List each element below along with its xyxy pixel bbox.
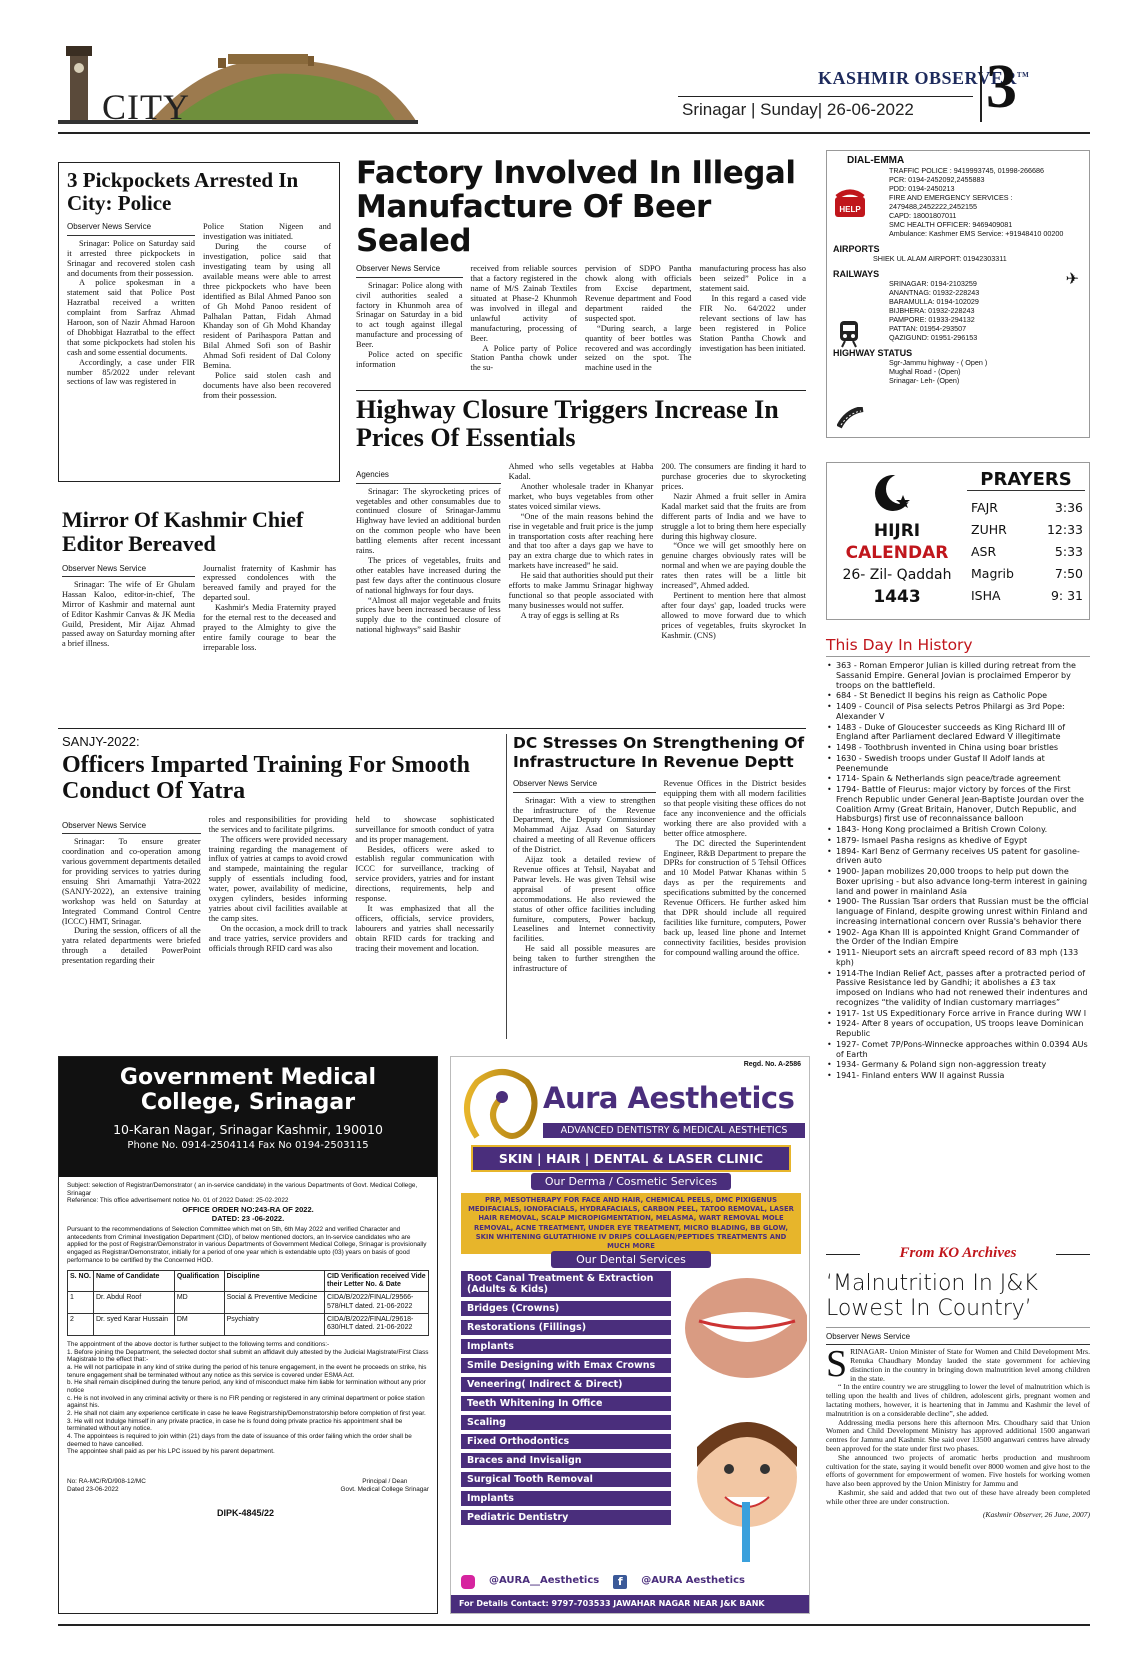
article-column [355, 815, 494, 966]
article-column [209, 815, 348, 966]
article-paragraph: The prices of vegetables, fruits and other eatables have increased during the past few days after the continuous closure of national highways for four days. [356, 555, 501, 595]
railway-item: SRINAGAR: 0194-2103259 [889, 279, 977, 288]
bullet-icon: • [827, 702, 832, 711]
history-item: • 1917- 1st US Expeditionary Force arrive in France during WW I [827, 1008, 1087, 1018]
prayer-time: 5:33 [1054, 544, 1083, 559]
article-paragraph: Accordingly, a case under FIR number 85/2022 under relevant sections of law was registered in [67, 357, 195, 387]
article-byline: Observer News Service [62, 564, 195, 577]
prayer-name: ZUHR [971, 522, 1007, 537]
history-item: • 1900- Japan mobilizes 20,000 troops to help put down the Boxer uprising - but also advance long-term interest in gaining land and power in mainland Asia [827, 867, 1088, 896]
bullet-icon: • [827, 927, 832, 937]
ko-archives [826, 1245, 1090, 1615]
article-paragraph: Police said stolen cash and documents have also been recovered from their possession. [203, 370, 331, 400]
article-columns [62, 564, 336, 653]
dental-service-item: Pediatric Dentistry [461, 1510, 671, 1525]
train-icon [837, 319, 861, 349]
highway-item: Mughal Road - (Open) [889, 367, 961, 376]
gmc-no: No: RA-MC/R/D/908-12/MC [67, 1478, 146, 1486]
emergency-item: Ambulance: Kashmer EMS Service: +91948410 00200 [889, 229, 1064, 238]
crescent-star-icon [871, 471, 921, 515]
article-paragraph: In this regard a cased vide FIR No. 64/2022 under relevant sections of law has been registered in Police Station Pantha Chowk and investigation has been initiated. [699, 294, 806, 353]
masthead [58, 46, 1090, 128]
table-header: Qualification [174, 1270, 224, 1292]
instagram-icon [461, 1575, 475, 1589]
history-item: • 1902- Aga Khan III is appointed Knight Grand Commander of the Order of the Indian Empire [827, 927, 1080, 947]
article-paragraph: On the occasion, a mock drill to track and trace yatries, service providers and officials through RFID card was also [208, 923, 348, 953]
prayer-row [971, 563, 1083, 585]
history-item: • 1894- Karl Benz of Germany receives US patent for gasoline-driven auto [827, 846, 1080, 866]
table-cell: 1 [68, 1292, 94, 1314]
article-columns [356, 462, 806, 640]
aura-dental-list [461, 1271, 671, 1529]
dental-service-item: Scaling [461, 1415, 671, 1430]
aura-aesthetics-advertisement [450, 1056, 810, 1614]
article-paragraph: held to showcase sophisticated surveillance for smooth conduct of yatra and its proper management. [355, 814, 495, 844]
history-item: • 1630 - Swedish troops under Gustaf II Adolf lands at Peenemunde [827, 753, 1045, 773]
article-byline: Observer News Service [67, 222, 195, 235]
aura-regd: Regd. No. A-2586 [743, 1061, 801, 1068]
article-paragraph: roles and responsibilities for providing the services and to facilitate pilgrims. [208, 814, 348, 834]
article-paragraph: Nazir Ahmed a fruit seller in Amira Kadal market said that the fruits are from different parts of India and we have to struggle a lot to bring them here especially during this highway closure. [661, 491, 807, 541]
article-paragraph: A police spokesman in a statement said that Police Post Hazratbal received a written complaint from Sarfraz Ahmad Haroon, son of Nazir Ahmad Haroon of Dhobbigat Hazratbal to the effect that some pickpockets had stolen his cash and some essential documents. [67, 278, 195, 357]
article-yatra-training [58, 734, 498, 1039]
hijri-date: 26- Zil- Qaddah [842, 567, 952, 583]
gmc-phone: Phone No. 0914-2504114 Fax No 0194-2503115 [127, 1139, 369, 1151]
article-column [513, 779, 656, 974]
dental-service-item: Restorations (Fillings) [461, 1320, 671, 1335]
article-paragraph: During the session, officers of all the yatra related departments were briefed through a detailed PowerPoint presentation regarding their [62, 926, 201, 966]
road-icon [837, 407, 865, 429]
bullet-icon: • [827, 968, 832, 978]
divider [356, 390, 806, 391]
table-cell: CIDA/B/2022/FINAL/29566-578/HLT dated. 21-06-2022 [325, 1292, 429, 1314]
history-item: • 1714- Spain & Netherlands sign peace/trade agreement [827, 774, 1061, 784]
article-paragraph: “Almost all major vegetable and fruits prices have been increased because of less supply due to the continued closure of national highways” said Bashir [356, 595, 501, 635]
gmc-subject: Subject: selection of Registrar/Demonstrator ( an in-service candidate) in the various Departments of Govt. Medical College, Srinagar [67, 1182, 418, 1197]
brand-name: KASHMIR OBSERVER [818, 68, 1017, 88]
history-item: • 1483 - Duke of Gloucester succeeds as King Richard III of England after Parliament declared Edward V illegitimate [827, 722, 1066, 742]
aura-derma-title: Our Derma / Cosmetic Services [531, 1173, 731, 1190]
article-byline: Observer News Service [513, 779, 656, 792]
hijri-year: 1443 [873, 587, 921, 607]
article-paragraph: Another wholesale trader in Khanyar market, who buys vegetables from other states voiced similar views. [508, 481, 654, 511]
article-column [203, 222, 331, 400]
article-paragraph: received from reliable sources that a factory registered in the name of M/S Zainab Textiles situated at Phase-2 Khunmoh was involved in illegal and unlawful activity of manufacturing, processing of Beer. [470, 264, 577, 343]
telephone-help-icon [833, 189, 867, 219]
hijri-prayers-box [826, 462, 1090, 620]
gmc-body [59, 1177, 437, 1523]
article-title: Highway Closure Triggers Increase In Prices Of Essentials [356, 395, 779, 453]
article-column [700, 264, 807, 373]
article-columns [62, 815, 494, 966]
gmc-term: a. He will not participate in any kind of strike during the period of his tenure engagement, in the event he proceeds on strike, his tenure engagement shall be terminated without any notice as this service is covered under ESMA Act. [67, 1363, 427, 1379]
table-row [68, 1292, 429, 1314]
railway-item: BIJBHERA: 01932-228243 [889, 306, 975, 315]
article-column [203, 564, 336, 653]
gmc-term: The appointee shall paid as per his LPC issued by his parent department. [67, 1448, 275, 1456]
gmc-title: Government Medical College, Srinagar [119, 1065, 377, 1116]
article-paragraph: Pertinent to mention here that almost after four days' gap, loaded trucks were allowed to move forward due to which prices of vegetables, fruits skyrocket In Kashmir. (CNS) [661, 590, 807, 640]
highway-item: Sgr-Jammu highway - ( Open ) [889, 358, 988, 367]
article-paragraph: Srinagar: To ensure greater coordination and co-operation among various government departments detailed for providing services to yatries during ensuing Shri Amarnathji Yatra-2022 (SANJY-2022), an extensive training workshop was held on Saturday at Integrated Command Control Centre (ICCC) HMT, Srinagar. [62, 837, 201, 926]
article-paragraph: manufacturing process has also been seized” Police in a statement said. [699, 264, 806, 294]
archives-label: From KO Archives [899, 1245, 1017, 1261]
dental-service-item: Fixed Orthodontics [461, 1434, 671, 1449]
table-cell: 2 [68, 1314, 94, 1336]
gmc-paragraph: Pursuant to the recommendations of Selection Committee which met on 5th, 6th May 2022 and verified Character and antecedents from Criminal Investigation Department (CID), of below mentioned doctors, an In-service candidates who are applied for the post of Registrar/Demonstrator in various Departments of Government Medical College, Srinagar is provisionally engaged as Registrar/Demonstrator, initially for a period of one year which is extendable upto (03) years on basis of good performance to be certified by the Concerned HOD. [67, 1226, 427, 1264]
bullet-icon: • [827, 743, 832, 752]
bullet-icon: • [827, 785, 832, 794]
history-item: • 684 - St Benedict II begins his reign as Catholic Pope [827, 691, 1048, 701]
bullet-icon: • [827, 1039, 832, 1049]
prayer-row [971, 519, 1083, 541]
archives-title: ‘Malnutrition In J&K Lowest In Country’ [826, 1272, 1090, 1328]
history-item: • 1914-The Indian Relief Act, passes after a protracted period of Passive Resistance led by Gandhi; it abolishes a £3 tax imposed on Indians who had not renewed their indentures and recognizes “the validity of Indian customary marriages” [827, 968, 1088, 1007]
gmc-term: c. He is not involved in any criminal activity or there is no FIR pending or registered in any criminal department or police station against his. [67, 1394, 425, 1410]
table-cell: Dr. syed Karar Hussain [94, 1314, 175, 1336]
bullet-icon: • [827, 691, 832, 701]
article-columns [513, 779, 806, 974]
article-paragraph: Police Station Nigeen and investigation was initiated. [203, 222, 331, 242]
prayers-title: PRAYERS [967, 469, 1085, 491]
highway-item: Srinagar- Leh- (Open) [889, 376, 960, 385]
dial-emma-title: DIAL-EMMA [847, 155, 905, 166]
article-paragraph: 200. The consumers are finding it hard to purchase groceries due to skyrocketing prices. [661, 462, 807, 491]
article-paragraph: Aijaz took a detailed review of Revenue offices at Tehsil, Nayabat and Patwar levels. He was given Tehsil wise appraisal of present office accommodations. He also reviewed the status of other office facilities including furniture, computers, Power backup, Leaselines and Internet connectivity facilities. [513, 855, 656, 944]
bullet-icon: • [827, 846, 832, 856]
aura-facebook: @AURA Aesthetics [641, 1575, 745, 1586]
gmc-footer [67, 1478, 429, 1493]
smile-teeth-image [677, 1273, 807, 1383]
prayer-row [971, 585, 1083, 607]
divider [58, 728, 806, 729]
airport-number: SHIEK UL ALAM AIRPORT: 01942303311 [873, 254, 1007, 263]
article-title: Factory Involved In Illegal Manufacture Of Beer Sealed [356, 155, 796, 260]
article-paragraph: He said all possible measures are being taken to further strengthen the infrastructure of [513, 944, 656, 974]
history-item: • 1934- Germany & Poland sign non-aggression treaty [827, 1060, 1047, 1070]
article-paragraph: Besides, officers were asked to establish regular communication with ICCC for surveillance, tracking of service providers, yatries and for instant directions, requirements, help and response. [355, 844, 495, 904]
aura-subtitle: ADVANCED DENTISTRY & MEDICAL AESTHETICS [543, 1123, 805, 1138]
calendar-label: CALENDAR [845, 543, 949, 563]
archives-rule-right [1056, 1254, 1090, 1255]
aura-social [461, 1575, 801, 1589]
article-columns [67, 222, 331, 400]
prayer-time: 7:50 [1054, 566, 1083, 581]
article-paragraph: “Once we will get smoothly here on genuine charges obviously rates will be normal and when we are paying double the rates then rates will be a little bit increased”, Ahmed added. [661, 541, 807, 591]
dental-service-item: Veneering( Indirect & Direct) [461, 1377, 671, 1392]
article-title: Mirror Of Kashmir Chief Editor Bereaved [62, 507, 304, 556]
bullet-icon: • [827, 1071, 832, 1080]
article-dc-revenue [506, 734, 806, 1039]
history-item: • 1924- After 8 years of occupation, US troops leave Dominican Republic [827, 1019, 1084, 1038]
aura-instagram: @AURA__Aesthetics [489, 1575, 600, 1586]
bullet-icon: • [827, 948, 832, 957]
bullet-icon: • [827, 867, 832, 876]
railway-item: BARAMULLA: 0194-102029 [889, 297, 979, 306]
article-title: Officers Imparted Training For Smooth Conduct Of Yatra [62, 752, 470, 804]
history-item: • 1843- Hong Kong proclaimed a British Crown Colony. [827, 825, 1048, 834]
article-paragraph: Srinagar: The skyrocketing prices of vegetables and other consumables due to continued closure of Srinagar-Jammu Highway have levied an additional burden on the common people who have been battling elements after recent incessant rains. [356, 486, 501, 556]
article-byline: Observer News Service [62, 821, 201, 834]
dental-service-item: Bridges (Crowns) [461, 1301, 671, 1316]
dental-service-item: Implants [461, 1339, 671, 1354]
bullet-icon: • [827, 825, 832, 834]
emergency-item: FIRE AND EMERGENCY SERVICES : [889, 193, 1013, 202]
history-item: • 1941- Finland enters WW II against Russia [827, 1071, 1005, 1080]
aura-dental-title: Our Dental Services [551, 1251, 711, 1268]
article-paragraph: During the course of investigation, police said that investigating team by using all available means were able to arrest three pickpockets who have been identified as Bilal Ahmed Panoo son of Gh Mohd Panoo resident of Palhalan Pattan, Fidah Ahmad Khanday son of Gh Mohd Khanday resident of Parihaspora Pattan and Bilal Ahmed Sofi son of Bashir Ahmad Sofi resident of Dal Colony Bemina. [203, 242, 331, 371]
aura-banner: SKIN | HAIR | DENTAL & LASER CLINIC [471, 1145, 791, 1172]
prayer-times [971, 497, 1083, 607]
article-column [664, 779, 807, 974]
bullet-icon: • [827, 774, 832, 784]
emergency-item: PDD: 0194-2450213 [889, 184, 955, 193]
article-pickpockets [58, 162, 340, 482]
article-column [661, 462, 806, 640]
article-paragraph: Srinagar: Police on Saturday said it arrested three pickpockets in Srinagar and recovered stolen cash and documents from their possession. [67, 238, 195, 278]
section-title: CITY [102, 87, 190, 127]
dental-service-item: Braces and Invisalign [461, 1453, 671, 1468]
railway-item: PAMPORE: 01933-294132 [889, 315, 975, 324]
article-title: DC Stresses On Strengthening Of Infrastructure In Revenue Deptt [513, 734, 805, 771]
article-paragraph: She announced two projects of aromatic herbs production and mushroom cultivation for the state, saying it would benefit over 8000 women and give host to the efforts of government for empowerment of women. Five hostels for working women have also been approved by the Union Ministry for Jammu and [826, 1452, 1090, 1489]
masthead-bottom-rule [58, 132, 1090, 134]
article-column [356, 462, 501, 640]
gmc-header [59, 1057, 437, 1177]
table-cell: Psychiatry [224, 1314, 324, 1336]
prayer-time: 12:33 [1046, 522, 1083, 537]
article-paragraph: “During search, a large quantity of beer bottles was recovered and was accordingly seized on the spot. The machine used in the [585, 323, 692, 373]
bullet-icon: • [827, 897, 832, 907]
gmc-signature [341, 1478, 429, 1493]
article-paragraph: Addressing media persons here this afternoon Mrs. Choudhary said that Union Women and Child Development Ministry has approved additional 1500 anganwari centres for Jammu and Kashmir. She said over 13500 anganwari centres have already been approved for the state under first two phases. [826, 1417, 1090, 1454]
article-paragraph: pervision of SDPO Pantha chowk along with officials from Excise department, Revenue department and Food department raided the suspected spot. [585, 264, 692, 323]
article-paragraph: He said that authorities should put their efforts to make Jammu Srinagar highway functional so that people associated with many businesses would not suffer. [508, 571, 654, 610]
page-number: 3 [986, 53, 1017, 121]
railway-item: ANANTNAG: 01932-228243 [889, 288, 980, 297]
aura-derma-list: PRP, MESOTHERAPY FOR FACE AND HAIR, CHEMICAL PEELS, DMC PIXIGENUS MEDIFACIALS, IONOFACIALS, HYDRAFACIALS, CARBON PEEL, TATOO REMOVAL, LASER HAIR REMOVAL, SCALP MICROPIGMENTATION, MELASMA, WART REMOVAL MOLE REMOVAL, ACNE TREATMENT, UNDER EYE TREATMENT, MICRO BLADING, BB GLOW, SKIN WHITENING GLUTATHIONE IV DRIPS COLLAGEN/PEPTIDES TREATMENTS AND MUCH MORE [461, 1193, 801, 1254]
article-column [356, 264, 463, 373]
dental-service-item: Implants [461, 1491, 671, 1506]
article-column [62, 815, 201, 966]
gmc-sign1: Principal / Dean [362, 1478, 408, 1486]
table-cell: MD [174, 1292, 224, 1314]
article-paragraph: Revenue Offices in the District besides equipping them with all modern facilities so that people visiting these offices do not face any inconvenience and the officials working there are also provided with a better office atmosphere. [663, 779, 806, 838]
article-byline: Observer News Service [826, 1332, 1090, 1345]
prayer-name: FAJR [971, 500, 998, 515]
bullet-icon: • [827, 722, 832, 732]
emergency-item: SMC HEALTH OFFICER: 9469409081 [889, 220, 1013, 229]
prayer-row [971, 541, 1083, 563]
emergency-item: 2479488,2452222,2452155 [889, 202, 977, 211]
article-kicker: SANJY-2022: [62, 734, 140, 749]
bullet-icon: • [827, 835, 832, 845]
article-title: 3 Pickpockets Arrested In City: Police [67, 168, 299, 215]
help-label: HELP [839, 205, 861, 214]
dental-service-item: Smile Designing with Emax Crowns [461, 1358, 671, 1373]
masthead-rule [678, 96, 973, 97]
drop-cap: S [826, 1343, 848, 1386]
article-beer-factory [356, 156, 806, 381]
highway-title: HIGHWAY STATUS [833, 348, 913, 358]
railways-title: RAILWAYS [833, 269, 880, 279]
table-row [68, 1314, 429, 1336]
gmc-order: OFFICE ORDER NO:243-RA OF 2022. [182, 1205, 314, 1215]
railway-item: PATTAN: 01954-293507 [889, 324, 967, 333]
archives-rule-left [826, 1254, 860, 1255]
table-header: Name of Candidate [94, 1270, 175, 1292]
dental-service-item: Surgical Tooth Removal [461, 1472, 671, 1487]
article-paragraph: Srinagar: The wife of Er Ghulam Hassan Kaloo, editor-in-chief, The Mirror of Kashmir and maternal aunt of Editor Kashmir Canvas & JK Media Guild, President, Mir Aijaz Ahmad passed away on Saturday morning after a brief illness. [62, 579, 195, 649]
article-paragraph: RINAGAR- Union Minister of State for Women and Child Development Mrs. Renuka Chaudhary Monday lauded the state government for achieving distinction in the country in bringing down malnutrition level among children in the state. [850, 1347, 1090, 1383]
article-byline: Observer News Service [356, 264, 463, 277]
history-title: This Day In History [826, 636, 1090, 657]
article-paragraph: The officers were provided necessary training regarding the management of influx of yatries at camps to avoid crowd and stampede, maintaining the regular supply of essentials including food, water, power, availability of medicine, oxygen cylinders, besides informing yatries about civil facilities available at the camp sites. [208, 834, 348, 923]
table-header-row [68, 1270, 429, 1292]
gmc-dated2: Dated 23-06-2022 [67, 1485, 119, 1493]
prayer-row [971, 497, 1083, 519]
history-item: • 1498 - Toothbrush invented in China using boar bristles [827, 743, 1059, 752]
gmc-advertisement [58, 1056, 438, 1614]
article-paragraph: Kashmir's Media Fraternity prayed for the eternal rest to the deceased and prayed to the Almighty to give the entire family courage to bear the irreparable loss. [203, 603, 336, 652]
article-paragraph: The DC directed the Superintendent Engineer, R&B Department to prepare the DPRs for construction of 5 Tehsil Offices and 10 Model Patwar Khanas within 5 days as per the requirements and specifications submitted by the concerned Revenue Officers. He further asked him that DPR should include all required facilities like furniture, computers, Power back up, leased line phone and Internet connectivity facilities, besides provision for compound walling around the office. [663, 838, 806, 957]
gmc-terms-intro: The appointment of the above doctor is further subject to the following terms and conditions:- [67, 1340, 330, 1348]
emergency-list [889, 166, 1083, 238]
gmc-term: 2. He shall not claim any experience certificate in case he leave Registrarship/Demonstratorship before completion of first year. [67, 1410, 426, 1418]
gmc-term: 1. Before joining the Department, the selected doctor shall submit an affidavit duly attested by the Judicial Magistrate/First Class Magistrate to the effect that:- [67, 1348, 429, 1364]
article-highway-prices [356, 396, 806, 716]
article-paragraph: “ In the entire country we are struggling to lower the level of malnutrition which is telling upon the health and lives of children, adolescent girls, pregnant women and lactating mothers, however, it is heartening that in Jammu and Kashmir the level of malnutrition is on a considerable decline”, she added. [826, 1382, 1090, 1418]
archives-text [826, 1343, 1090, 1519]
article-paragraph: Srinagar: With a view to strengthen the infrastructure of the Revenue Department, the Deputy Commissioner Mohammad Aijaz Asad on Saturday chaired a meeting of all Revenue officers of the District. [513, 795, 656, 855]
article-paragraph: Police acted on specific information [356, 350, 463, 369]
table-cell: Dr. Abdul Roof [94, 1292, 175, 1314]
table-cell: DM [174, 1314, 224, 1336]
aura-contact: For Details Contact: 9797-703533 JAWAHAR NAGAR NEAR J&K BANK [451, 1595, 810, 1614]
gmc-address: 10-Karan Nagar, Srinagar Kashmir, 190010 [113, 1121, 383, 1137]
gmc-term: b. He shall remain disciplined during the tenure period, any kind of misconduct make him liable for termination without any prior notice [67, 1379, 426, 1394]
gmc-dated: DATED: 23 -06-2022. [211, 1214, 285, 1224]
article-column [62, 564, 195, 653]
table-header: CID Verification received Vide their Letter No. & Date [325, 1270, 429, 1292]
railway-list [889, 279, 1083, 342]
table-cell: Social & Preventive Medicine [224, 1292, 324, 1314]
article-paragraph: It was emphasized that all the officers, officials, service providers, labourers and yatries shall necessarily obtain RFID cards for tracking and tracing their movement and location. [355, 903, 495, 953]
table-header: Discipline [224, 1270, 324, 1292]
bullet-icon: • [827, 753, 832, 763]
brand-tm: TM [1016, 71, 1030, 79]
gmc-dipk: DIPK-4845/22 [217, 1507, 275, 1518]
gmc-term: 3. He will not Indulge himself in any private practice, in case he is found doing private practice his appointment shall be terminated without any notice. [67, 1417, 403, 1433]
bullet-icon: • [827, 1019, 832, 1029]
history-item: • 1927- Comet 7P/Pons-Winnecke approaches within 0.0394 AUs of Earth [827, 1039, 1088, 1059]
archives-credit: (Kashmir Observer, 26 June, 2007) [982, 1509, 1090, 1519]
gmc-reference: Reference: This office advertisement notice No. 01 of 2022 Dated: 25-02-2022 [67, 1197, 289, 1205]
footer-rule [58, 1624, 1090, 1626]
emergency-item: TRAFFIC POLICE : 9419993745, 01998-266686 [889, 166, 1045, 175]
prayer-name: Magrib [971, 566, 1014, 581]
bullet-icon: • [827, 661, 832, 670]
gmc-table [67, 1270, 429, 1336]
article-paragraph: A Police party of Police Station Pantha chowk under the su- [470, 343, 577, 373]
prayer-time: 9: 31 [1050, 588, 1083, 603]
masthead-divider [980, 66, 982, 122]
aura-logo-icon [457, 1067, 547, 1147]
bullet-icon: • [827, 1008, 832, 1018]
emergency-item: PCR: 0194-2452092,2455883 [889, 175, 985, 184]
article-paragraph: “One of the main reasons behind the rise in vegetable and fruit price is the jump in transportation costs after reaching here and that too after a days gap we have to pay an extra charge due to which rates in markets have increased” he said. [508, 511, 654, 571]
railway-item: QAZIGUND: 01951-296153 [889, 333, 978, 342]
table-cell: CIDA/B/2022/FINAL/29618-630/HLT dated. 21-06-2022 [325, 1314, 429, 1336]
dial-emma-box [826, 150, 1090, 438]
history-item: • 363 - Roman Emperor Julian is killed during retreat from the Sassanid Empire. General Jovian is proclaimed Emperor by troops on the battlefield. [827, 661, 1076, 690]
article-column [67, 222, 195, 400]
article-column [471, 264, 578, 373]
table-header: S. NO. [68, 1270, 94, 1292]
child-brushing-image [687, 1417, 807, 1567]
bullet-icon: • [827, 1060, 832, 1070]
dental-service-item: Root Canal Treatment & Extraction (Adults & Kids) [461, 1271, 671, 1297]
history-item: • 1879- Ismael Pasha resigns as khedive of Egypt [827, 835, 1028, 845]
history-item: • 1900- The Russian Tsar orders that Russian must be the official language of Finland, despite growing unrest within Finland and increasing international concern over Russia's behavior there [827, 897, 1089, 926]
article-mirror-of-kashmir [58, 508, 340, 708]
article-byline: Agencies [356, 470, 501, 483]
airplane-icon: ✈ [1065, 271, 1079, 288]
history-item: • 1911- Nieuport sets an aircraft speed record of 83 mph (133 kph) [827, 948, 1079, 967]
article-columns [356, 264, 806, 373]
article-paragraph: Srinagar: Police along with civil authorities sealed a factory in Khunmoh area of Srinagar on Saturday in a bid to act tough against illegal manufacture and processing of Beer. [356, 280, 463, 350]
this-day-in-history [826, 636, 1090, 1236]
highway-list [889, 358, 1083, 385]
article-paragraph: Ahmed who sells vegetables at Habba Kadal. [508, 462, 654, 482]
article-paragraph: A tray of eggs is selling at Rs [520, 610, 620, 620]
emergency-item: CAPD: 18001807011 [889, 211, 957, 220]
history-item: • 1794- Battle of Fleurus: major victory by forces of the First French Republic under General Jean-Baptiste Jourdan over the Coalition Army (Great Britain, Hanover, Dutch Republic, and Habsburgs) first use of reconnaissance balloon [827, 785, 1084, 824]
article-column [509, 462, 654, 640]
article-paragraph: Journalist fraternity of Kashmir has expressed condolences with the bereaved family and prayed for the departed soul. [203, 563, 336, 603]
gmc-footer-left [67, 1478, 146, 1493]
dental-service-item: Teeth Whitening In Office [461, 1396, 671, 1411]
prayer-name: ASR [971, 544, 997, 559]
aura-name: Aura Aesthetics [543, 1081, 795, 1115]
gmc-term: 4. The appointees is required to join within (21) days from the date of issuance of this order failing which the order shall be deemed to have cancelled. [67, 1433, 412, 1448]
article-column [585, 264, 692, 373]
history-item: • 1409 - Council of Pisa selects Petros Philargi as 3rd Pope: Alexander V [827, 702, 1065, 721]
hijri-label: HIJRI [873, 521, 921, 541]
prayer-time: 3:36 [1054, 500, 1083, 515]
prayer-name: ISHA [971, 588, 1001, 603]
gmc-sign2: Govt. Medical College Srinagar [340, 1485, 429, 1493]
facebook-icon: f [613, 1575, 627, 1589]
article-paragraph: Kashmir, she said and added that two out of these have already been completed while other three are under construction. [826, 1488, 1090, 1506]
airports-title: AIRPORTS [833, 244, 880, 254]
dateline: Srinagar | Sunday| 26-06-2022 [682, 100, 914, 119]
history-list [827, 661, 1090, 1081]
